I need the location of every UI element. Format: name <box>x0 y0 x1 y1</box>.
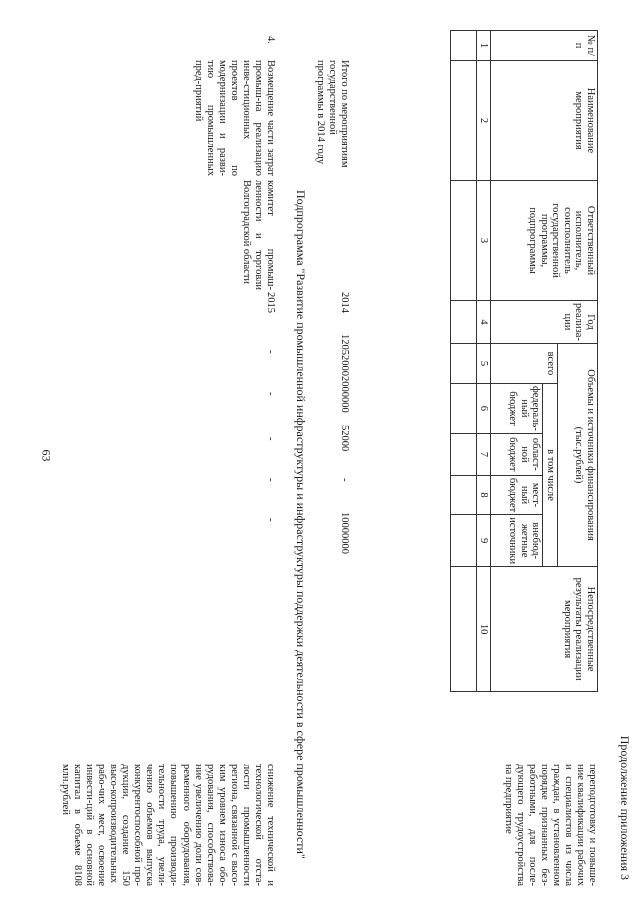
continuation-label: Продолжение приложения 3 <box>618 735 632 880</box>
header-table <box>450 30 598 692</box>
header-federal: федераль-ный бюджет <box>491 383 543 433</box>
row4-total: - <box>265 350 276 354</box>
header-local: мест-ный бюджет <box>491 475 543 514</box>
num-9: 9 <box>476 515 491 567</box>
header-year: Год реализа-ции <box>491 301 598 344</box>
header-result: Непосредственные результаты реализации мероприятия <box>491 567 598 692</box>
num-2: 2 <box>476 61 491 181</box>
subprogram-title: Подпрограмма "Развитие промышленной инфраструктуры и инфраструктуры поддержки деятельности в сфере промышленности" <box>294 190 308 859</box>
header-in-that: в том числе <box>543 383 558 566</box>
total-row-total: 12052000 <box>339 334 350 376</box>
total-row-federal: 2000000 <box>339 376 350 413</box>
row4-federal: - <box>265 392 276 396</box>
header-name: Наименование мероприятия <box>491 61 598 181</box>
row4-name: Возмещение части затрат промыш-на реализацию инве-стиционных проектов по модернизации и разви-тию промышленных пред-приятий <box>192 60 276 176</box>
header-extra: внебюд-жетные источники <box>491 515 543 567</box>
num-7: 7 <box>476 433 491 475</box>
row4-year: 2015 <box>265 292 276 313</box>
header-regional: област-ной бюджет <box>491 433 543 475</box>
header-responsible: Ответственный исполнитель, соисполнитель государственной программы, подпрограммы <box>491 181 598 301</box>
header-total: всего <box>491 343 558 383</box>
total-row-local: - <box>339 478 350 482</box>
row4-responsible: комитет промыш-ленности и торговли Волгоградской области <box>240 180 276 290</box>
row4-num: 4. <box>265 36 276 44</box>
continued-result-text: переподготовку и повыше-ние квалификации рабочих и специалистов из числа граждан, в установленном порядке признанных без-работными, для после-дующего трудоустройства на предприятие <box>502 764 598 886</box>
num-4: 4 <box>476 301 491 344</box>
total-row-regional: 52000 <box>339 425 350 452</box>
header-funding: Объемы и источники финансирования (тыс.рублей) <box>558 343 598 566</box>
row4-regional: - <box>265 437 276 441</box>
total-row-extra: 10000000 <box>339 512 350 554</box>
num-5: 5 <box>476 343 491 383</box>
total-row-year: 2014 <box>339 292 350 313</box>
num-1: 1 <box>476 31 491 61</box>
num-10: 10 <box>476 567 491 692</box>
header-num: № п/п <box>491 31 598 61</box>
num-8: 8 <box>476 475 491 514</box>
num-6: 6 <box>476 383 491 433</box>
row4-result: снижение технической и технологической отста-лости промышленности региона, связанной с высо-ким уровнем износа обо-рудования, способствова-ние увеличению доли сов-ременного оборудования, повышению производи-тельности труда, увели-чению объемов выпуска конкурентоспособной про-дукции, создание 150 высо-копроизводительных рабо-чих мест, освоение инвести-ций в основной капитал в объеме 8108 млн.рублей <box>59 764 276 886</box>
row4-local: - <box>265 478 276 482</box>
row4-extra: - <box>265 518 276 522</box>
num-3: 3 <box>476 181 491 301</box>
total-row-label: Итого по мероприятиям государственной программы в 2014 году <box>314 60 350 168</box>
page-number: 63 <box>39 449 54 462</box>
